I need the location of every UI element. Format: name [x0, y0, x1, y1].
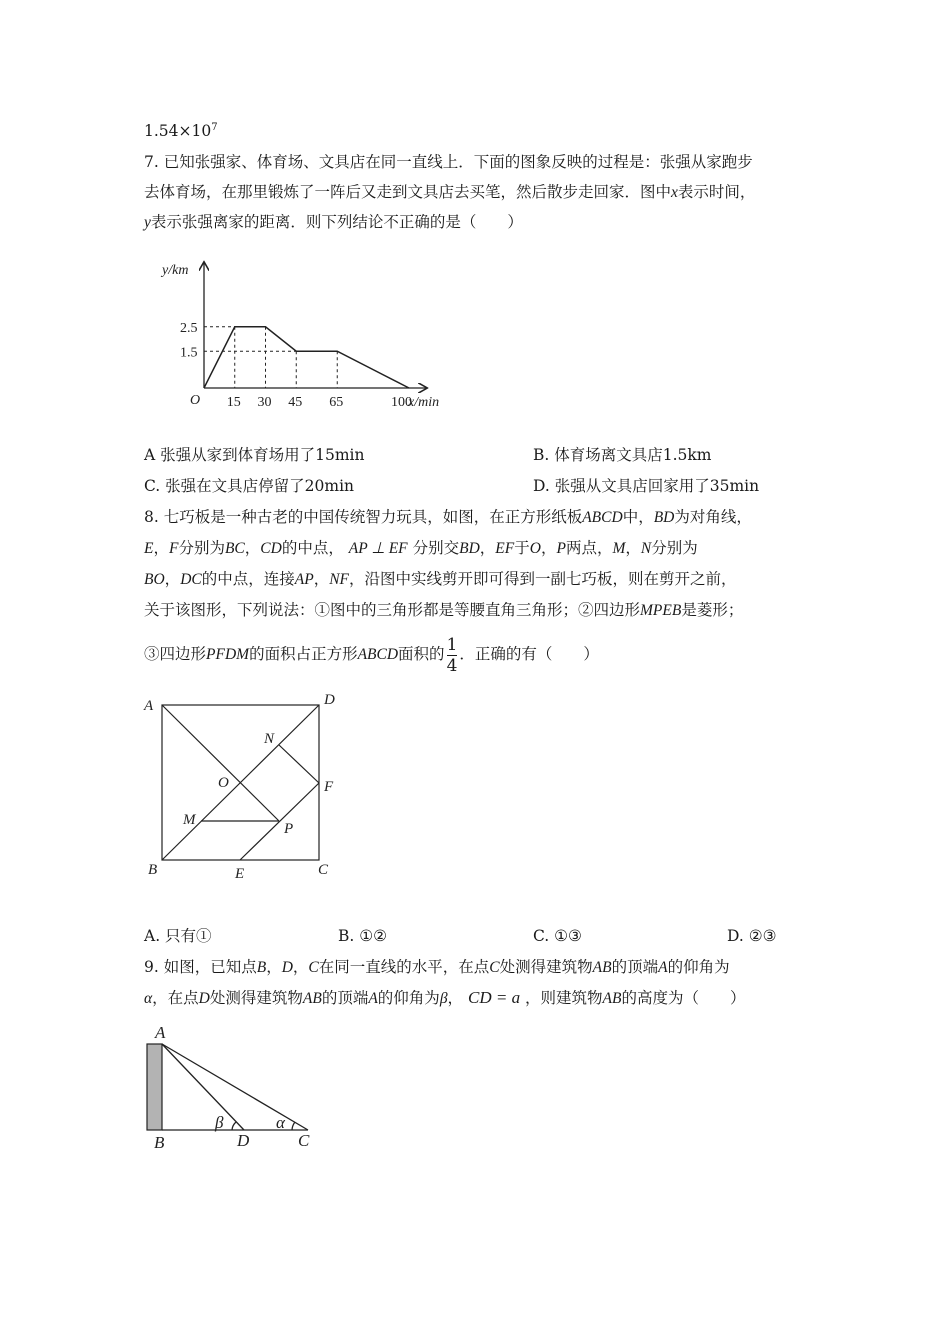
q7-option-c[interactable]: C. 张强在文具店停留了20min: [144, 477, 355, 495]
x-tick-label-65: 65: [329, 395, 344, 410]
label-e: E: [235, 866, 245, 882]
x-tick-label-15: 15: [226, 395, 241, 410]
label-n: N: [264, 731, 275, 747]
y-tick-label-1-5: 1.5: [180, 345, 198, 361]
q9-line-1: 9. 如图，已知点B，D，C在同一直线的水平，在点C处测得建筑物AB的顶端A的仰角为: [144, 958, 730, 976]
origin-label: O: [190, 393, 201, 408]
q7-line-3-text: 表示张强离家的距离．则下列结论不正确的是（ ）: [150, 213, 523, 231]
label-d: D: [324, 692, 335, 708]
previous-answer: [144, 118, 218, 141]
q7-option-b[interactable]: B. 体育场离文具店1.5km: [533, 446, 712, 464]
q8-option-c[interactable]: C. ①③: [533, 927, 582, 945]
q8-line-4: 关于该图形，下列说法：①图中的三角形都是等腰直角三角形；②四边形MPEB是菱形；: [144, 601, 744, 619]
q8-fraction-one-quarter: $\frac{1}{4}$: [446, 634, 458, 676]
q7-line-3: [144, 212, 523, 233]
x-axis-label: x/min: [408, 395, 440, 410]
q7-line-2: [144, 182, 755, 203]
q7-line-1: 7. 已知张强家、体育场、文具店在同一直线上．下面的图象反映的过程是：张强从家跑步: [144, 153, 753, 171]
label-c: C: [298, 1131, 310, 1150]
segment-nf: [279, 745, 319, 783]
label-m: M: [183, 812, 196, 828]
label-o: O: [218, 775, 229, 791]
q9-cd-expression: CD = a: [468, 988, 521, 1007]
q8-tangram-figure: [140, 690, 350, 890]
x-tick-label-100: 100: [391, 395, 412, 410]
label-d: D: [237, 1131, 250, 1150]
y-tick-label-2-5: 2.5: [180, 320, 198, 336]
label-b: B: [148, 862, 158, 878]
q8-option-a[interactable]: A. 只有①: [144, 927, 212, 945]
previous-answer-base: 1.54×10: [144, 122, 212, 141]
label-a: A: [155, 1023, 166, 1042]
line-ad: [162, 1044, 244, 1130]
angle-beta-arc: [232, 1122, 236, 1130]
q9-line-2: α，在点D处测得建筑物AB的顶端A的仰角为β， CD = a ，则建筑物AB的高度为（ ）: [144, 988, 746, 1007]
segment-ap: [162, 705, 279, 821]
q7-var-x: x: [671, 184, 678, 201]
building-ab: [147, 1044, 162, 1130]
q8-option-b[interactable]: B. ①②: [338, 927, 388, 945]
q7-option-d[interactable]: D. 张强从文具店回家用了35min: [533, 477, 760, 495]
label-a: A: [144, 698, 154, 714]
x-tick-label-45: 45: [288, 395, 303, 410]
q8-line-5: ③四边形PFDM的面积占正方形ABCD面积的 $\frac{1}{4}$ ．正确的有（ ）: [144, 634, 599, 676]
label-c: C: [318, 862, 329, 878]
q7-line-2-tail: 表示时间，: [677, 183, 756, 201]
line-ac: [162, 1044, 308, 1130]
q7-option-a[interactable]: A 张强从家到体育场用了15min: [144, 446, 365, 464]
q7-distance-time-graph: [150, 255, 450, 415]
y-axis-label: y/km: [162, 263, 189, 278]
angle-alpha-arc: [292, 1122, 295, 1130]
q8-line-1: 8. 七巧板是一种古老的中国传统智力玩具，如图，在正方形纸板ABCD中，BD为对角线，: [144, 508, 752, 526]
x-tick-label-30: 30: [257, 395, 272, 410]
label-b: B: [154, 1133, 165, 1152]
label-p: P: [284, 821, 294, 837]
q8-perpendicular-expression: AP ⊥ EF: [348, 540, 408, 557]
q7-line-2-text: 去体育场，在那里锻炼了一阵后又走到文具店去买笔，然后散步走回家．图中: [144, 183, 672, 201]
previous-answer-exponent: 7: [211, 122, 218, 133]
label-beta: β: [215, 1113, 224, 1132]
q8-line-2: E，F分别为BC，CD的中点， AP ⊥ EF 分别交BD，EF于O，P两点，M，N分别为: [144, 539, 698, 557]
label-f: F: [324, 779, 334, 795]
q8-line-3: BO，DC的中点，连接AP，NF，沿图中实线剪开即可得到一副七巧板，则在剪开之前，: [144, 570, 737, 588]
q9-elevation-figure: [140, 1022, 320, 1152]
q8-option-d[interactable]: D. ②③: [727, 927, 777, 945]
q7-var-y: y: [144, 214, 151, 231]
label-alpha: α: [276, 1113, 285, 1132]
